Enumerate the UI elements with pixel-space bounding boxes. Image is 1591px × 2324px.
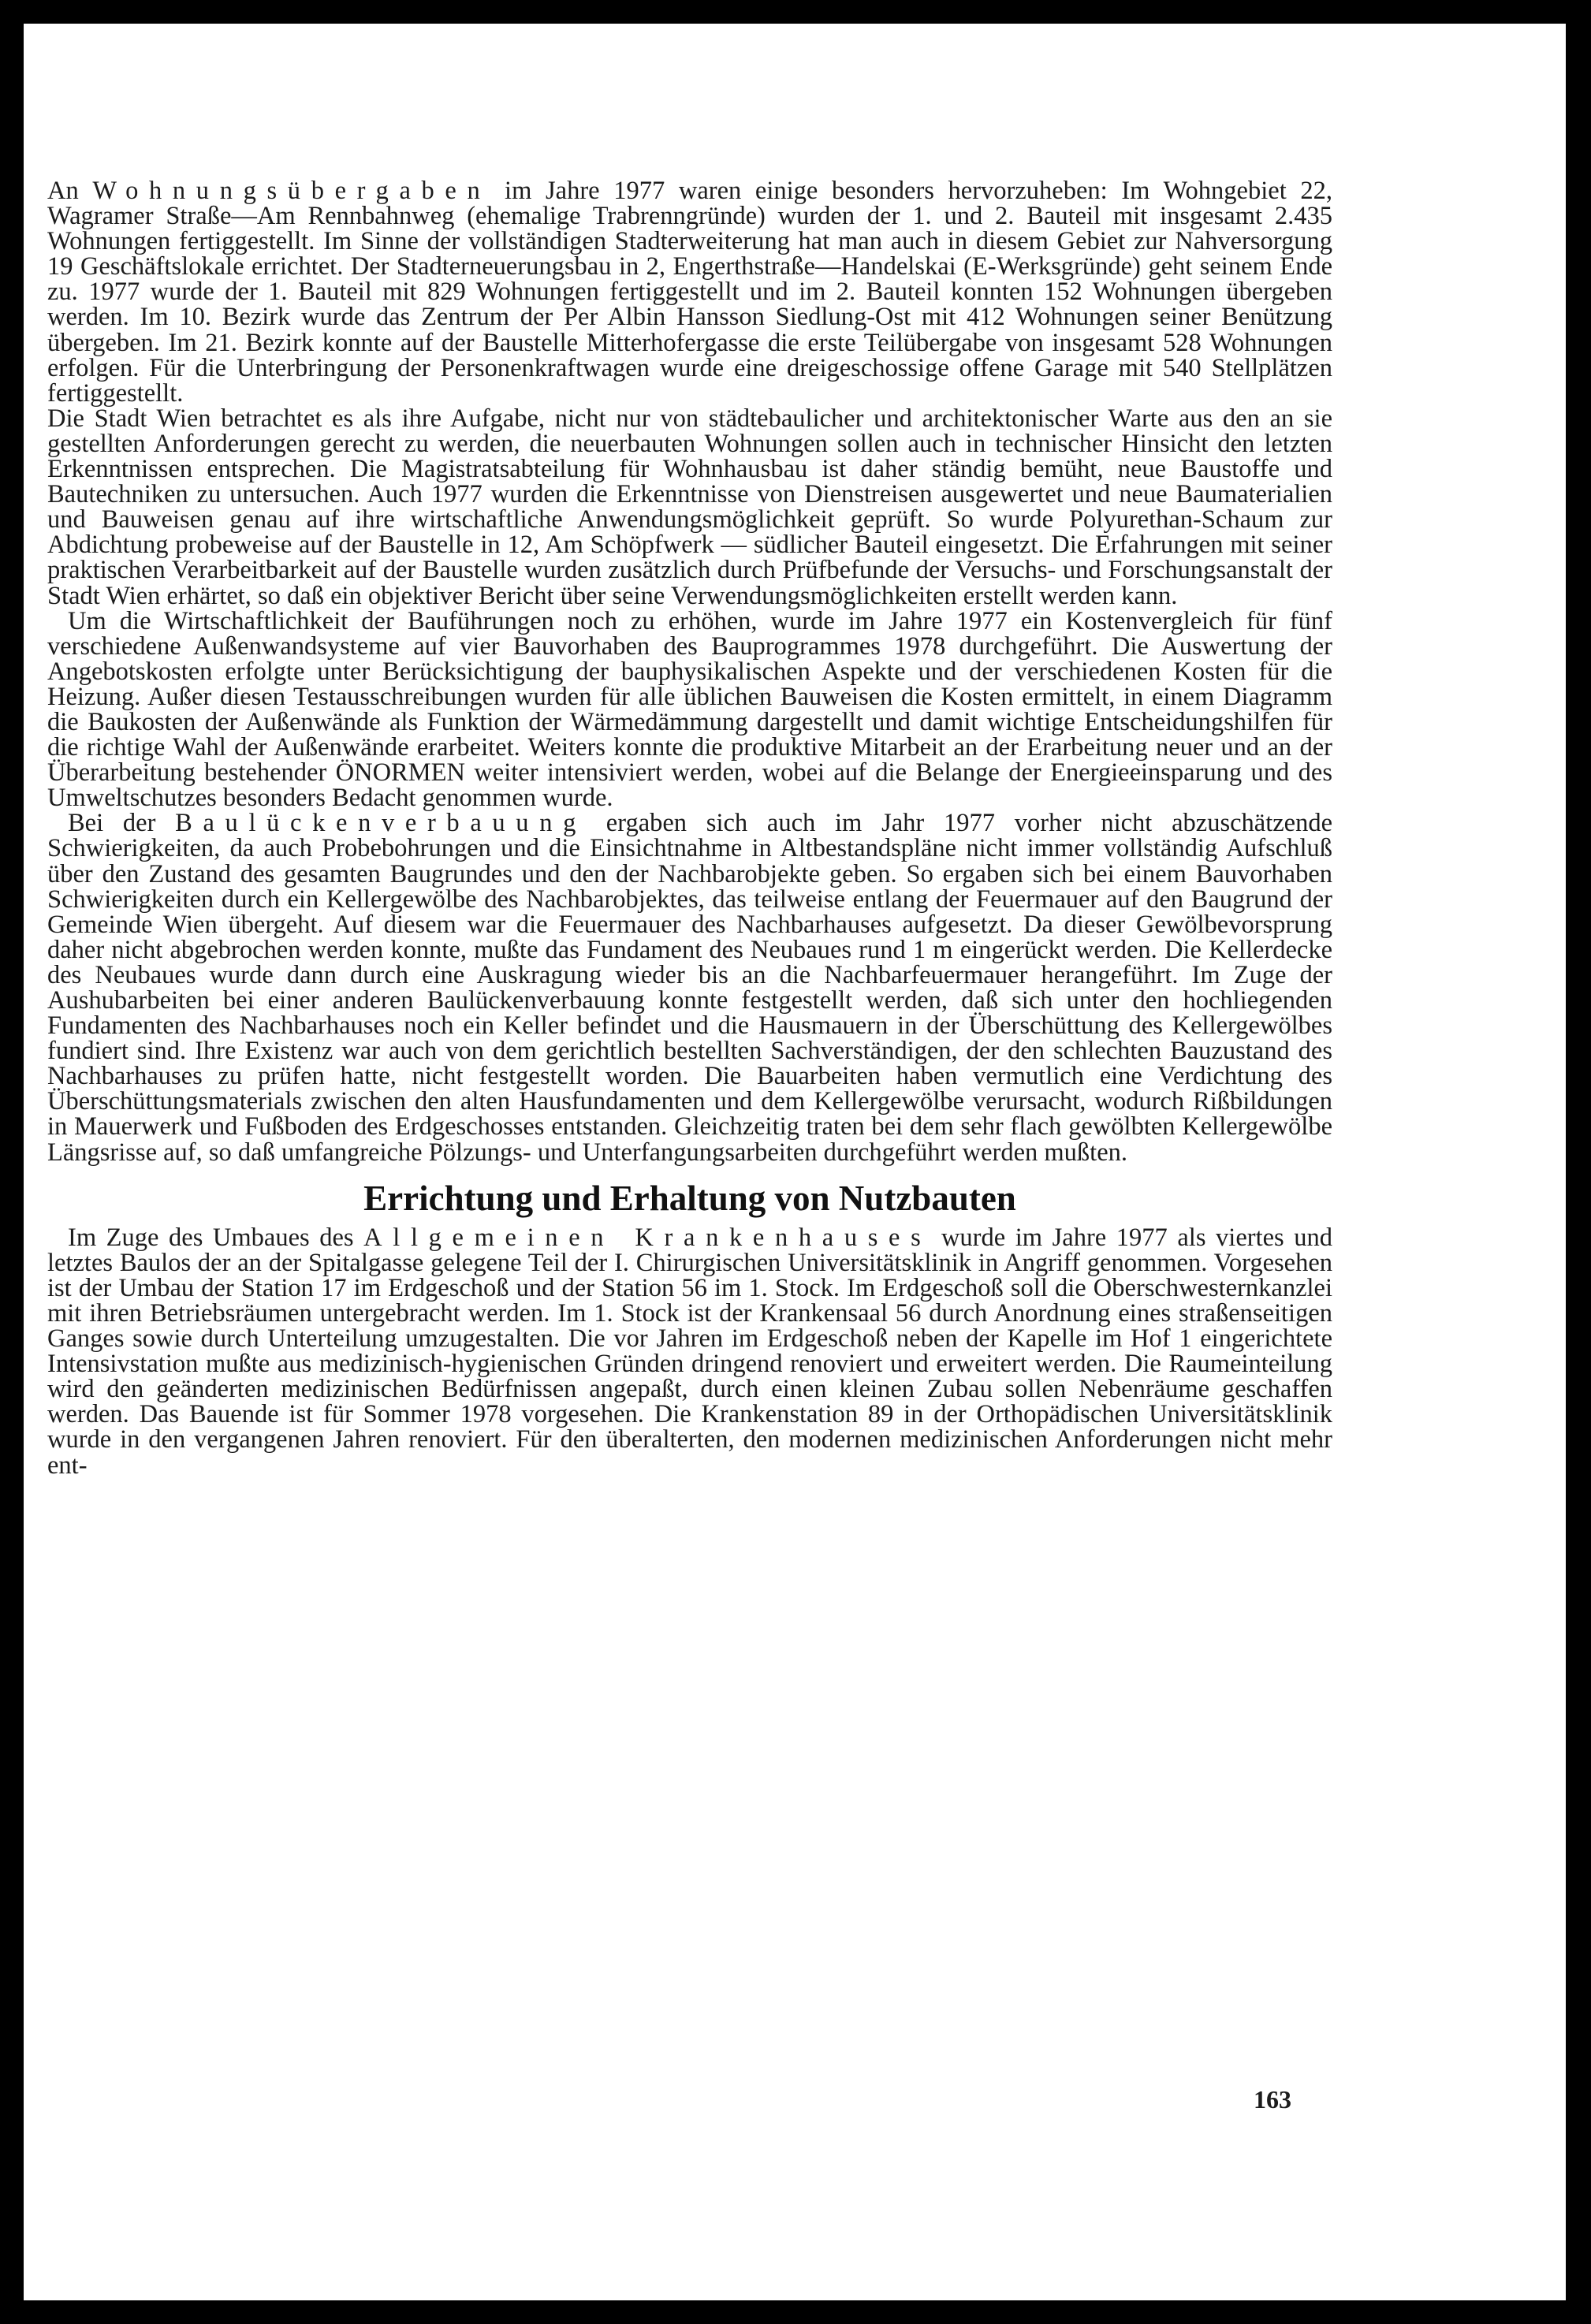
section-heading: Errichtung und Erhaltung von Nutzbauten	[363, 1178, 1016, 1218]
paragraph-lead: Bei der	[68, 809, 176, 838]
document-page	[24, 24, 1566, 2300]
paragraph-text: wurde im Jahre 1977 als viertes und letztes Baulos der an der Spitalgasse gelegene Teil der I. Chirurgischen Universitätsklinik in Angriff genommen. Vorgesehen ist der Umbau der Station 17 im Erdgeschoß und der Station 56 im 1. Stock. Im Erdgeschoß soll die Oberschwesternkanzlei mit ihren Betriebsräumen untergebracht werden. Im 1. Stock ist der Krankensaal 56 durch Anordnung eines straßenseitigen Ganges sowie durch Unterteilung umzugestalten. Die vor Jahren im Erdgeschoß neben der Kapelle im Hof 1 eingerichtete Intensivstation mußte aus medizinisch-hygienischen Gründen dringend renoviert und erweitert werden. Die Raumeinteilung wird den geänderten medizinischen Bedürfnissen angepaßt, durch einen kleinen Zubau sollen Nebenräume geschaffen werden. Das Bauende ist für Sommer 1978 vorgesehen. Die Krankenstation 89 in der Orthopädischen Universitätsklinik wurde in den vergangenen Jahren renoviert. Für den überalterten, den modernen medizinischen Anforderungen nicht mehr ent-	[47, 1223, 1332, 1480]
paragraph-text: im Jahre 1977 waren einige besonders hervorzuheben: Im Wohngebiet 22, Wagramer Straße—Am Rennbahnweg (ehemalige Trabrenngründe) wurden der 1. und 2. Bauteil mit insgesamt 2.435 Wohnungen fertiggestellt. Im Sinne der vollständigen Stadterweiterung hat man auch in diesem Gebiet zur Nahversorgung 19 Geschäftslokale errichtet. Der Stadterneuerungsbau in 2, Engerthstraße—Handelskai (E-Werksgründe) geht seinem Ende zu. 1977 wurde der 1. Bauteil mit 829 Wohnungen fertiggestellt und im 2. Bauteil konnten 152 Wohnungen übergeben werden. Im 10. Bezirk wurde das Zentrum der Per Albin Hansson Siedlung-Ost mit 412 Wohnungen seiner Benützung übergeben. Im 21. Bezirk konnte auf der Baustelle Mitterhofergasse die erste Teilübergabe von insgesamt 528 Wohnungen erfolgen. Für die Unterbringung der Personenkraftwagen wurde eine dreigeschossige offene Garage mit 540 Stellplätzen fertiggestellt.	[47, 177, 1332, 408]
paragraph-bauluecken	[47, 809, 1332, 1167]
paragraph-text: Die Stadt Wien betrachtet es als ihre Aufgabe, nicht nur von städtebaulicher und architektonischer Warte aus den an sie gestellten Anforderungen gerecht zu werden, die neuerbauten Wohnungen sollen auch in technischer Hinsicht den letzten Erkenntnissen entsprechen. Die Magistratsabteilung für Wohnhausbau ist daher ständig bemüht, neue Baustoffe und Bautechniken zu untersuchen. Auch 1977 wurden die Erkenntnisse von Dienstreisen ausgewertet und neue Baumaterialien und Bauweisen genau auf ihre wirtschaftliche Anwendungsmöglichkeit geprüft. So wurde Polyurethan-Schaum zur Abdichtung probeweise auf der Baustelle in 12, Am Schöpfwerk — südlicher Bauteil eingesetzt. Die Erfahrungen mit seiner praktischen Verarbeitbarkeit auf der Baustelle wurden zusätzlich durch Prüfbefunde der Versuchs- und Forschungsanstalt der Stadt Wien erhärtet, so daß ein objektiver Bericht über seine Verwendungsmöglichkeiten erstellt werden kann.	[47, 404, 1332, 610]
paragraph-lead: Im Zuge des Umbaues des	[68, 1223, 364, 1252]
spaced-keyword: Baulückenverbauung	[175, 809, 587, 838]
paragraph-krankenhaus	[47, 1225, 1332, 1478]
page-body	[47, 178, 1332, 1478]
paragraph-wohnungsuebergaben	[47, 178, 1332, 406]
paragraph-lead: An	[47, 177, 93, 205]
paragraph-technik	[47, 406, 1332, 609]
paragraph-text: Um die Wirtschaftlichkeit der Bauführungen noch zu erhöhen, wurde im Jahre 1977 ein Kostenvergleich für fünf verschiedene Außenwandsysteme auf vier Bauvorhaben des Bauprogrammes 1978 durchgeführt. Die Auswertung der Angebotskosten erfolgte unter Berücksichtigung der bauphysikalischen Aspekte und der verschiedenen Kosten für die Heizung. Außer diesen Testausschreibungen wurden für alle üblichen Bauweisen die Kosten ermittelt, in einem Diagramm die Baukosten der Außenwände als Funktion der Wärmedämmung dargestellt und damit wichtige Entscheidungshilfen für die richtige Wahl der Außenwände erarbeitet. Weiters konnte die produktive Mitarbeit an der Erarbeitung neuer und an der Überarbeitung bestehender ÖNORMEN weiter intensiviert werden, wobei auf die Belange der Energieeinsparung und des Umweltschutzes besonders Bedacht genommen wurde.	[47, 606, 1332, 813]
paragraph-text: ergaben sich auch im Jahr 1977 vorher nicht abzuschätzende Schwierigkeiten, da auch Probebohrungen und die Einsichtnahme in Altbestandspläne nicht immer vollständig Aufschluß über den Zustand des gesamten Baugrundes und den der Nachbarobjekte geben. So ergaben sich bei einem Bauvorhaben Schwierigkeiten durch ein Kellergewölbe des Nachbarobjektes, das teilweise entlang der Feuermauer auf den Baugrund der Gemeinde Wien übergeht. Auf diesem war die Feuermauer des Nachbarhauses aufgesetzt. Da dieser Gewölbevorsprung daher nicht abgebrochen werden konnte, mußte das Fundament des Neubaues rund 1 m eingerückt werden. Die Kellerdecke des Neubaues wurde dann durch eine Auskragung wieder bis an die Nachbarfeuermauer herangeführt. Im Zuge der Aushubarbeiten bei einer anderen Baulückenverbauung konnte festgestellt werden, daß sich unter den hochliegenden Fundamenten des Nachbarhauses noch ein Keller befindet und die Hausmauern in der Überschüttung des Kellergewölbes fundiert sind. Ihre Existenz war auch von dem gerichtlich bestellten Sachverständigen, der den schlechten Bauzustand des Nachbarhauses zu prüfen hatte, nicht festgestellt worden. Die Bauarbeiten haben vermutlich eine Verdichtung des Überschüttungsmaterials zwischen den alten Hausfundamenten und dem Kellergewölbe verursacht, wodurch Rißbildungen in Mauerwerk und Fußboden des Erdgeschosses entstanden. Gleichzeitig traten bei dem sehr flach gewölbten Kellergewölbe Längsrisse auf, so daß umfangreiche Pölzungs- und Unterfangungsarbeiten durchgeführt werden mußten.	[47, 809, 1332, 1167]
page-number: 163	[1254, 2085, 1291, 2114]
paragraph-kostenvergleich	[47, 606, 1332, 813]
spaced-keyword: Allgemeinen Krankenhauses	[363, 1223, 932, 1252]
spaced-keyword: Wohnungsübergaben	[92, 177, 491, 205]
